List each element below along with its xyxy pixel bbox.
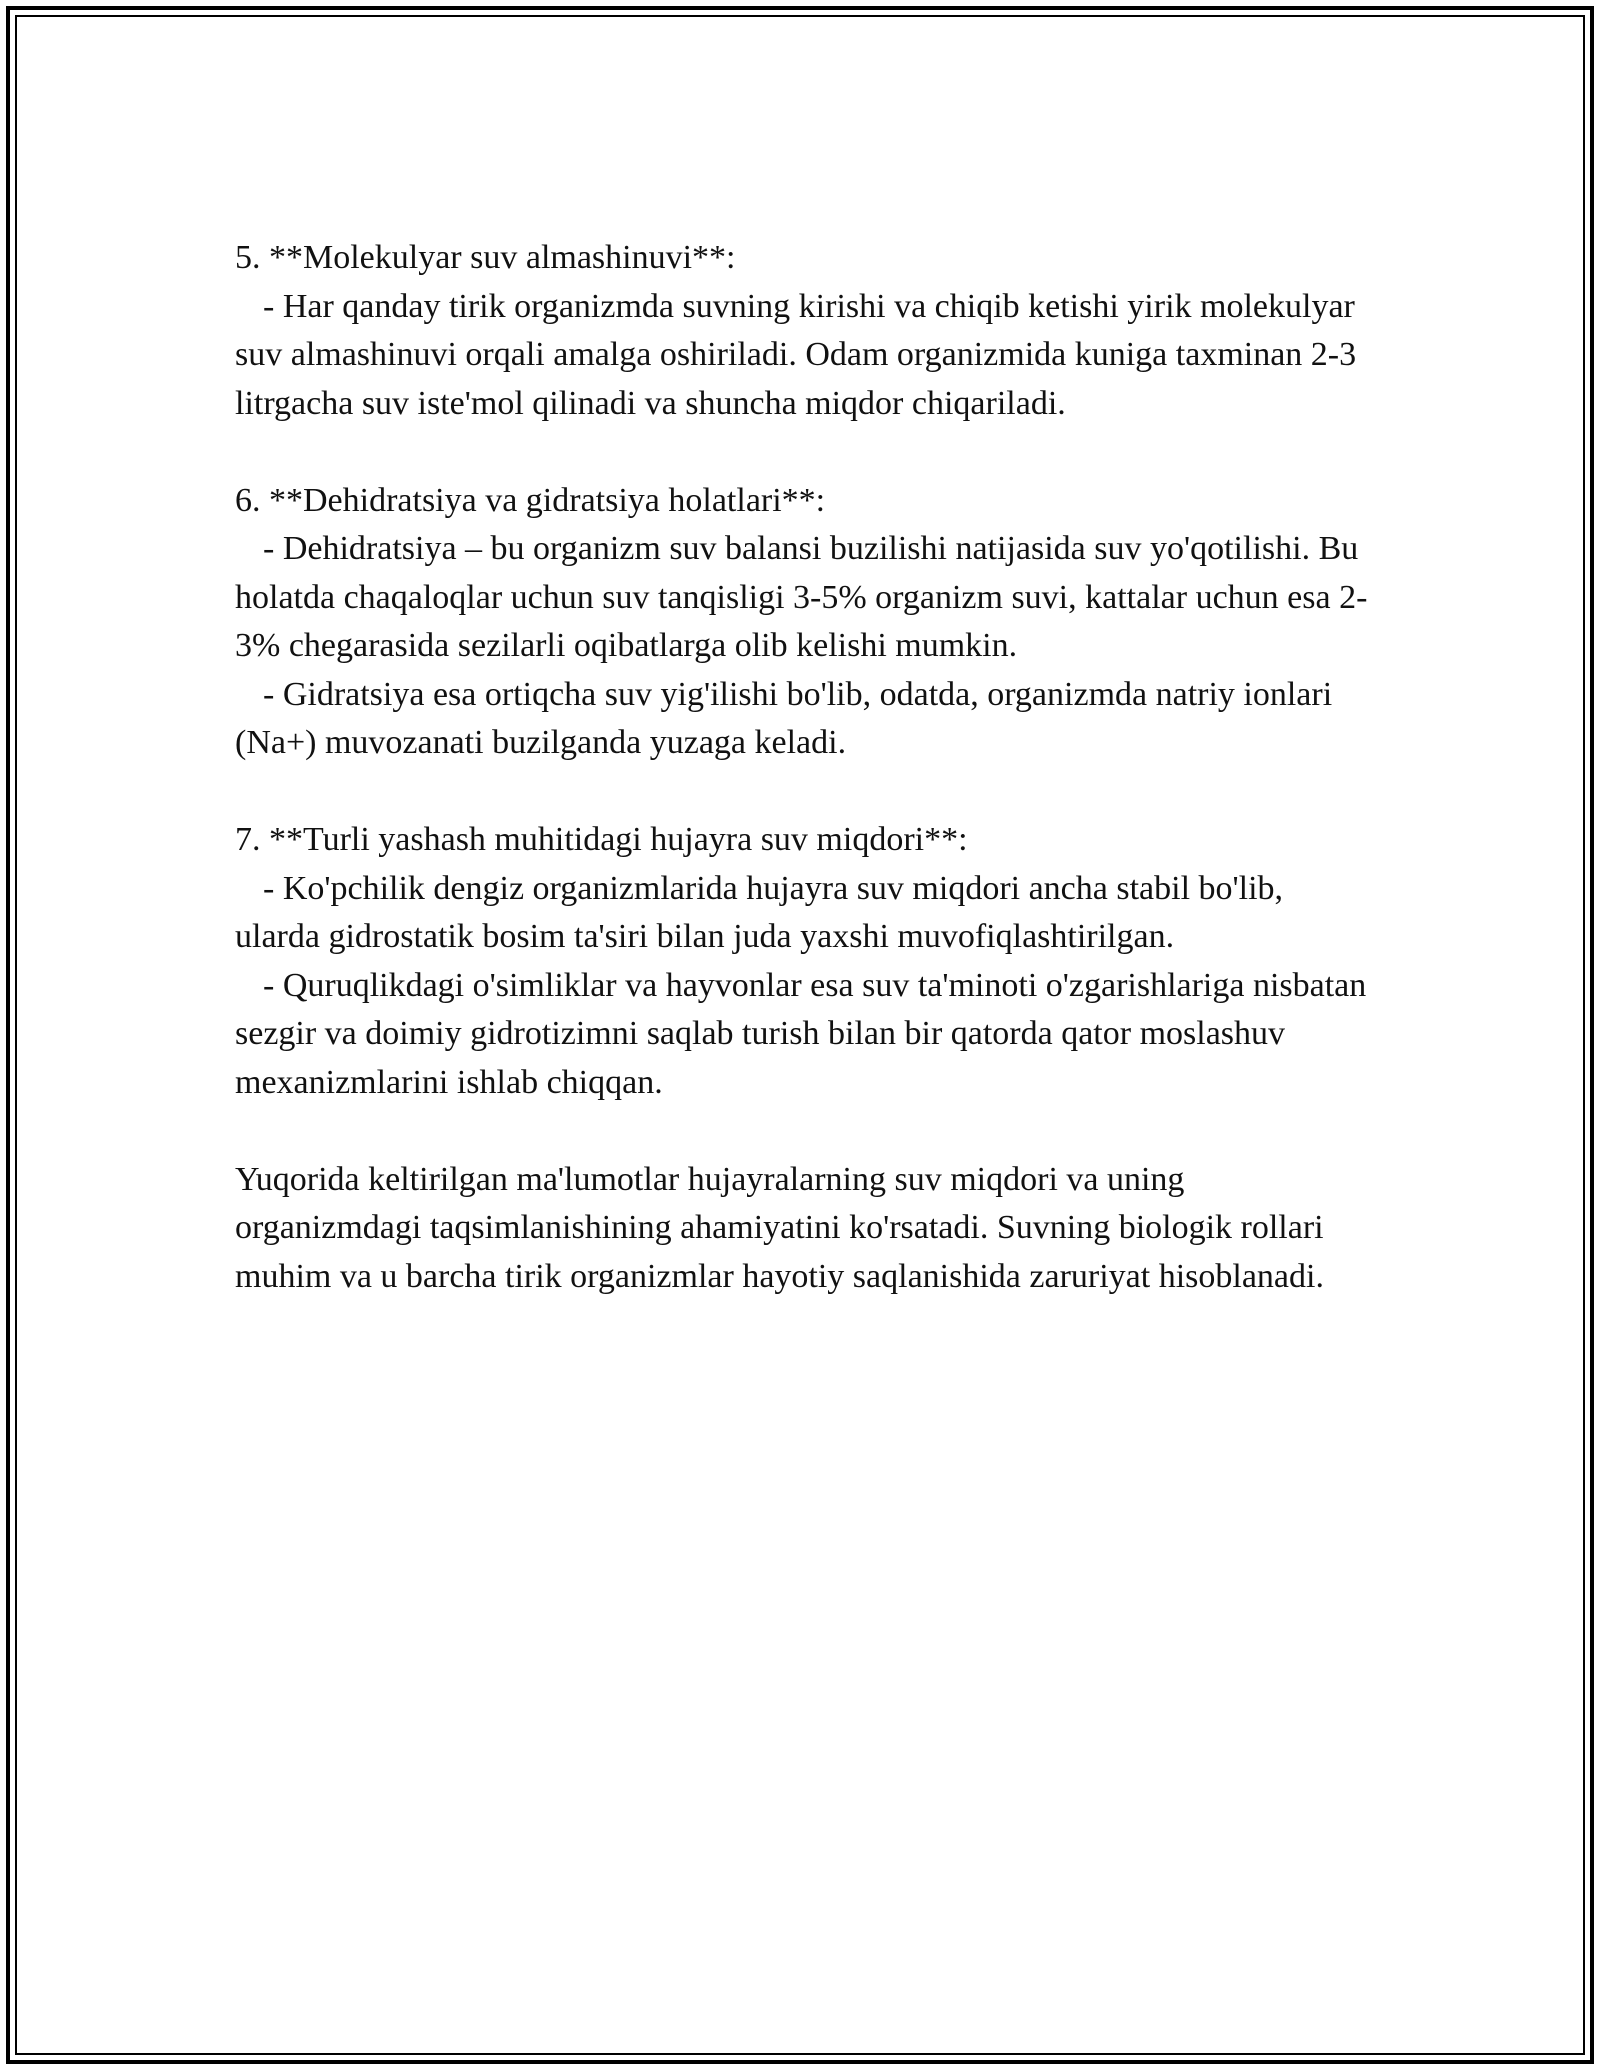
conclusion-paragraph: Yuqorida keltirilgan ma'lumotlar hujayralarning suv miqdori va uning organizmdagi taqsimlanishining ahamiyatini ko'rsatadi. Suvning biologik rollari muhim va u barcha tirik organizmlar hayotiy saqlanishida zaruriyat hisoblanadi. [235,1160,1324,1295]
list-item: - Gidratsiya esa ortiqcha suv yig'ilishi bo'lib, odatda, organizmda natriy ionlari (Na+) muvozanati buzilganda yuzaga keladi. [235,675,1333,761]
section-heading: 5. **Molekulyar suv almashinuvi**: [235,239,736,276]
list-item: - Har qanday tirik organizmda suvning kirishi va chiqib ketishi yirik molekulyar suv almashinuvi orqali amalga oshiriladi. Odam organizmida kuniga taxminan 2-3 litrgacha suv iste'mol qilinadi va shuncha miqdor chiqariladi. [235,287,1357,422]
section-molekulyar-suv-almashinuvi [235,234,1375,428]
section-heading: 6. **Dehidratsiya va gidratsiya holatlari**: [235,481,826,519]
list-item: - Ko'pchilik dengiz organizmlarida hujayra suv miqdori ancha stabil bo'lib, ularda gidrostatik bosim ta'siri bilan juda yaxshi muvofiqlashtirilgan. [235,869,1284,955]
conclusion [235,1156,1375,1302]
section-hujayra-suv-miqdori [235,816,1375,1107]
section-dehidratsiya-gidratsiya [235,477,1375,768]
document-body [235,234,1375,1301]
list-item: - Dehidratsiya – bu organizm suv balansi buzilishi natijasida suv yo'qotilishi. Bu holatda chaqaloqlar uchun suv tanqisligi 3-5% organizm suvi, kattalar uchun esa 2-3% chegarasida sezilarli oqibatlarga olib kelishi mumkin. [235,530,1368,664]
list-item: - Quruqlikdagi o'simliklar va hayvonlar esa suv ta'minoti o'zgarishlariga nisbatan sezgir va doimiy gidrotizimni saqlab turish bilan bir qatorda qator moslashuv mexanizmlarini ishlab chiqqan. [235,966,1367,1101]
section-heading: 7. **Turli yashash muhitidagi hujayra suv miqdori**: [235,821,968,858]
